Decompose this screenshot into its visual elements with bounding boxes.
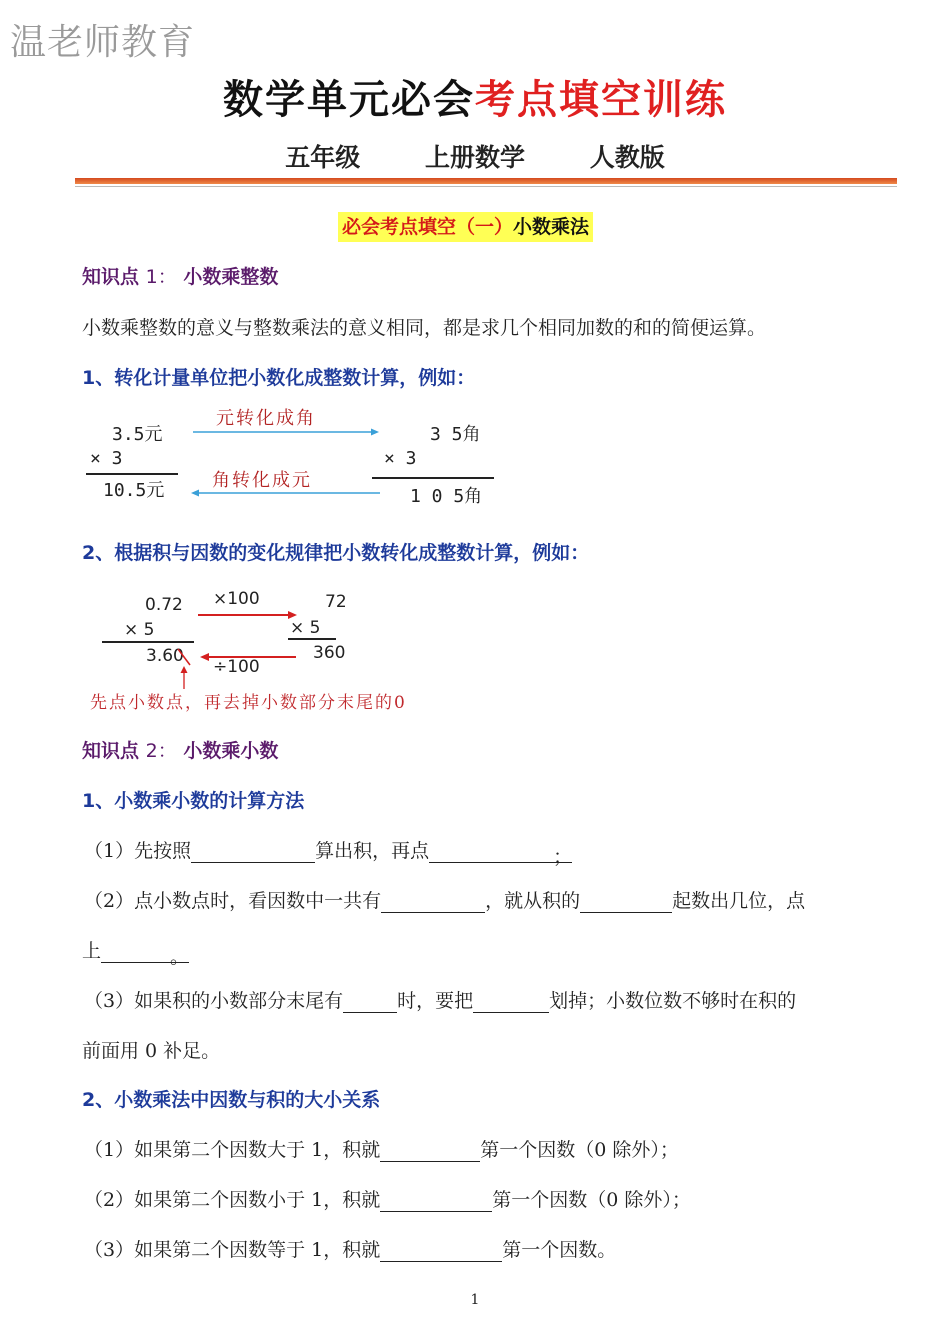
q1-line1-a: （1）先按照 [84, 840, 192, 862]
kp1-description: 小数乘整数的意义与整数乘法的意义相同，都是求几个相同加数的和的简便运算。 [82, 317, 767, 339]
kp2-num: 2： [145, 740, 177, 762]
m2-left-top: 0.72 [145, 595, 183, 615]
page-title [0, 68, 950, 125]
kp1-label: 知识点 [82, 266, 140, 288]
m1-left-top: 3.5元 [112, 424, 163, 445]
q2-line2 [84, 1185, 691, 1212]
q2-blank-1[interactable] [380, 1141, 480, 1162]
section-heading-black: 小数乘法 [513, 216, 590, 238]
q1-blank-3[interactable] [381, 892, 485, 913]
m2-right-top: 72 [325, 592, 347, 612]
method2-heading: 2、根据积与因数的变化规律把小数转化成整数计算，例如： [82, 542, 590, 564]
m1-left-mul: × 3 [90, 448, 123, 469]
q1-line1-b: 算出积，再点 [315, 840, 430, 862]
header-divider-thin [75, 186, 897, 187]
q1-line2-a: （2）点小数点时，看因数中一共有 [84, 890, 382, 912]
q1-line1-c: ； [553, 846, 573, 868]
m1-left-line [86, 473, 178, 475]
q1-line2-b: ，就从积的 [485, 890, 581, 912]
kp2-title: 小数乘小数 [183, 740, 279, 762]
q2-line1-b: 第一个因数（0 除外）； [480, 1139, 679, 1161]
m1-arrow-left [191, 490, 380, 497]
q2-line1-a: （1）如果第二个因数大于 1，积就 [84, 1139, 381, 1161]
q2-line2-a: （2）如果第二个因数小于 1，积就 [84, 1189, 381, 1211]
q1-blank-6[interactable] [343, 992, 397, 1013]
q1-line3-b: 。 [170, 946, 190, 968]
subtitle-book: 上册数学 [424, 143, 525, 172]
q1-line2 [84, 886, 805, 913]
q2-heading: 2、小数乘法中因数与积的大小关系 [82, 1089, 381, 1111]
m2-right-res: 360 [313, 643, 346, 663]
q1-line3 [82, 936, 190, 968]
q1-line4-a: （3）如果积的小数部分末尾有 [84, 990, 344, 1012]
q1-line5: 前面用 0 补足。 [82, 1040, 221, 1062]
section-heading [338, 212, 593, 242]
m2-up-arrow [181, 666, 188, 689]
m2-bottom-label: ÷100 [213, 657, 260, 677]
m1-arrow-top-label: 元转化成角 [216, 408, 316, 429]
subtitle-edition: 人教版 [589, 143, 665, 172]
m2-right-mul: × 5 [290, 618, 321, 638]
q1-line4-b: 时，要把 [397, 990, 474, 1012]
watermark: 温老师教育 [10, 22, 196, 63]
title-part2: 考点填空训练 [475, 77, 727, 123]
q1-line2-c: 起数出几位，点 [672, 890, 806, 912]
subtitle [0, 138, 950, 174]
m2-cross-out-mark [178, 649, 190, 665]
q2-line1 [84, 1135, 679, 1162]
knowledge-point-2 [82, 736, 278, 763]
m2-right-line [288, 638, 336, 640]
m2-left-res: 3.60 [146, 646, 184, 666]
q2-line3-b: 第一个因数。 [502, 1239, 617, 1261]
q1-blank-1[interactable] [191, 842, 315, 863]
kp1-title: 小数乘整数 [183, 266, 279, 288]
m2-arrow-left [200, 653, 296, 661]
kp2-label: 知识点 [82, 740, 140, 762]
m1-right-mul: × 3 [384, 448, 417, 469]
m2-arrow-right [198, 611, 297, 619]
m1-right-res: 1 0 5角 [410, 486, 483, 507]
q1-line1 [84, 836, 573, 868]
title-part1: 数学单元必会 [223, 77, 475, 123]
q1-line4-c: 划掉；小数位数不够时在积的 [549, 990, 797, 1012]
m2-left-mul: × 5 [124, 620, 155, 640]
m1-arrow-right [193, 429, 379, 436]
q2-line3 [84, 1235, 616, 1262]
q1-blank-4[interactable] [580, 892, 672, 913]
q1-blank-7[interactable] [473, 992, 549, 1013]
m1-arrow-bottom-label: 角转化成元 [212, 470, 312, 491]
q1-blank-5[interactable] [101, 942, 190, 968]
knowledge-point-1 [82, 262, 278, 289]
q2-line2-b: 第一个因数（0 除外）； [492, 1189, 691, 1211]
m2-note: 先点小数点，再去掉小数部分末尾的0 [90, 693, 407, 713]
m1-right-top: 3 5角 [430, 424, 481, 445]
q2-blank-2[interactable] [380, 1191, 492, 1212]
m2-arrows [170, 605, 310, 700]
q2-blank-3[interactable] [380, 1241, 502, 1262]
kp1-num: 1： [145, 266, 177, 288]
section-heading-red: 必会考点填空（一） [342, 216, 514, 238]
q1-heading: 1、小数乘小数的计算方法 [82, 790, 305, 812]
header-divider [75, 178, 897, 184]
method1-heading: 1、转化计量单位把小数化成整数计算，例如： [82, 367, 476, 389]
q1-line3-a: 上 [82, 940, 102, 962]
m1-right-line [372, 477, 494, 479]
m2-top-label: ×100 [213, 589, 260, 609]
subtitle-grade: 五年级 [285, 143, 361, 172]
m1-left-res: 10.5元 [103, 480, 165, 501]
page-number: 1 [470, 1292, 480, 1308]
q1-line4 [84, 986, 796, 1013]
q2-line3-a: （3）如果第二个因数等于 1，积就 [84, 1239, 381, 1261]
q1-blank-2[interactable] [429, 842, 573, 868]
m1-arrows [185, 425, 385, 500]
